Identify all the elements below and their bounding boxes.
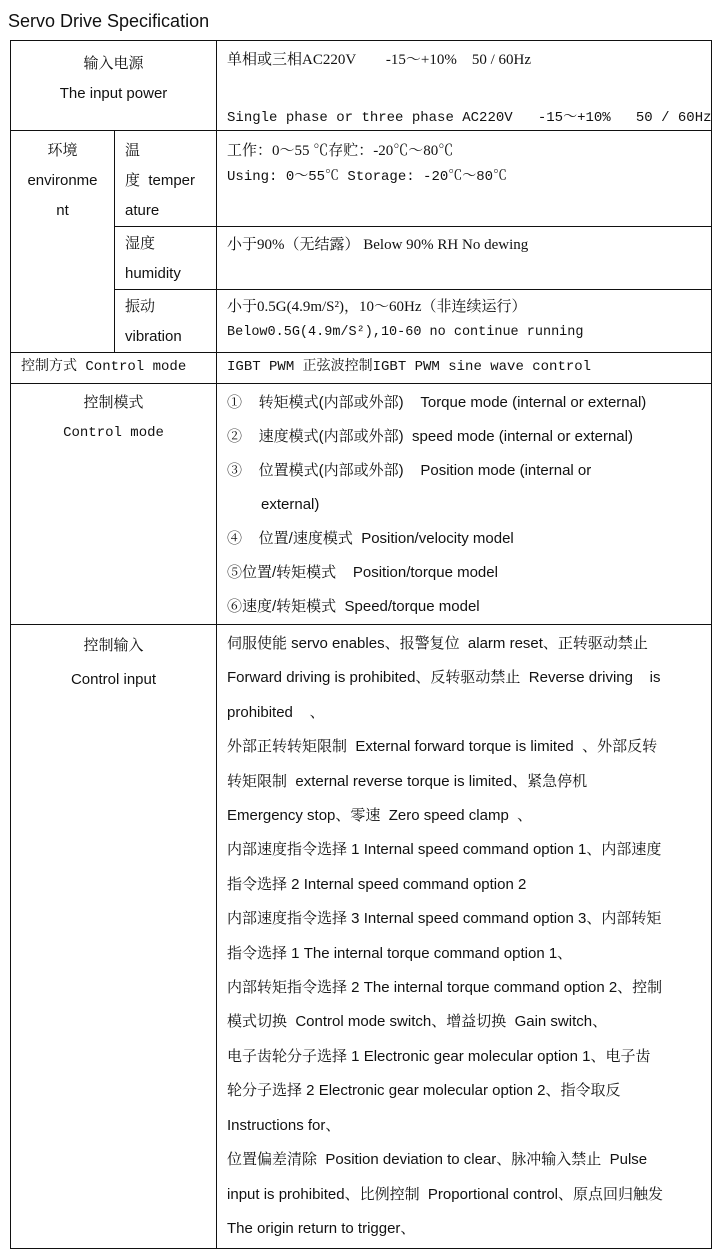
power-value-cell bbox=[217, 41, 712, 131]
environment-label-2: environme bbox=[27, 172, 98, 189]
control-input-line: 伺服使能 servo enables、报警复位 alarm reset、正转驱动禁止 bbox=[227, 635, 648, 652]
control-mode-label-cn: 控制模式 bbox=[83, 394, 144, 411]
power-label-cell bbox=[11, 41, 217, 131]
control-mode-item: ⑥速度/转矩模式 Speed/torque model bbox=[227, 598, 480, 615]
control-input-line: 内部速度指令选择 3 Internal speed command option 3、内部转矩 bbox=[227, 910, 662, 928]
temperature-value-cn: 工作：0～55 ℃存贮：-20℃～80℃ bbox=[227, 143, 454, 159]
humidity-value-cell bbox=[217, 227, 712, 290]
control-input-line: 电子齿轮分子选择 1 Electronic gear molecular option 1、电子齿 bbox=[227, 1047, 651, 1065]
control-input-label-cn: 控制输入 bbox=[83, 637, 144, 654]
control-mode-item: ④ 位置/速度模式 Position/velocity model bbox=[227, 530, 514, 547]
control-mode-item: ⑤位置/转矩模式 Position/torque model bbox=[227, 564, 498, 581]
vibration-label-1: 振动 bbox=[125, 298, 156, 315]
control-mode-label-en: Control mode bbox=[63, 425, 164, 441]
control-input-label-en: Control input bbox=[70, 671, 157, 688]
control-input-line: Instructions for、 bbox=[227, 1116, 341, 1134]
control-input-line: 内部转矩指令选择 2 The internal torque command option 2、控制 bbox=[227, 979, 663, 997]
control-mode-item: external) bbox=[261, 496, 320, 513]
row-control-mode bbox=[11, 384, 712, 625]
vibration-label-2: vibration bbox=[125, 328, 182, 345]
temperature-label-1: 温 bbox=[125, 142, 141, 159]
control-input-line: input is prohibited、比例控制 Proportional control、原点回归触发 bbox=[227, 1185, 663, 1203]
spec-table bbox=[10, 40, 712, 1249]
power-label-en: The input power bbox=[59, 85, 168, 102]
row-control-input bbox=[11, 625, 712, 1249]
vibration-value-cn: 小于0.5G(4.9m/S²)，10～60Hz（非连续运行） bbox=[227, 299, 527, 315]
control-method-value: IGBT PWM 正弦波控制IGBT PWM sine wave control bbox=[227, 359, 592, 375]
control-input-line: Forward driving is prohibited、反转驱动禁止 Reverse driving is bbox=[227, 669, 661, 687]
row-input-power bbox=[11, 41, 712, 131]
humidity-label-cell bbox=[115, 227, 217, 290]
control-input-line: 轮分子选择 2 Electronic gear molecular option 2、指令取反 bbox=[227, 1082, 621, 1100]
control-method-label-cell bbox=[11, 353, 217, 384]
control-mode-item: ② 速度模式(内部或外部) speed mode (internal or external) bbox=[227, 428, 633, 445]
temperature-label-cell bbox=[115, 131, 217, 227]
control-input-label-cell bbox=[11, 625, 217, 1249]
control-input-line: Emergency stop、零速 Zero speed clamp 、 bbox=[227, 807, 533, 825]
row-humidity bbox=[11, 227, 712, 290]
control-input-line: prohibited 、 bbox=[227, 703, 325, 721]
power-label-cn: 输入电源 bbox=[83, 55, 144, 72]
control-input-line: 指令选择 2 Internal speed command option 2 bbox=[227, 875, 527, 893]
page-title: Servo Drive Specification bbox=[8, 11, 210, 31]
environment-label-3: nt bbox=[56, 202, 69, 219]
control-mode-label-cell bbox=[11, 384, 217, 625]
control-input-value-cell bbox=[217, 625, 712, 1249]
humidity-label-1: 湿度 bbox=[125, 235, 156, 252]
control-input-line: The origin return to trigger、 bbox=[227, 1219, 416, 1237]
temperature-label-2: 度 temper bbox=[125, 172, 196, 189]
control-mode-value-cell bbox=[217, 384, 712, 625]
control-mode-item: ③ 位置模式(内部或外部) Position mode (internal or bbox=[227, 462, 592, 479]
control-input-line: 外部正转转矩限制 External forward torque is limited 、外部反转 bbox=[227, 738, 658, 756]
control-input-line: 转矩限制 external reverse torque is limited、紧急停机 bbox=[227, 772, 588, 790]
control-input-line: 指令选择 1 The internal torque command option 1、 bbox=[227, 944, 573, 962]
control-input-line: 内部速度指令选择 1 Internal speed command option 1、内部速度 bbox=[227, 841, 662, 859]
control-input-line: 位置偏差清除 Position deviation to clear、脉冲输入禁止 Pulse bbox=[227, 1151, 648, 1169]
temperature-value-cell bbox=[217, 131, 712, 227]
row-temperature bbox=[11, 131, 712, 227]
environment-label-cell bbox=[11, 131, 115, 353]
vibration-value-en: Below0.5G(4.9m/S²),10-60 no continue running bbox=[227, 325, 584, 340]
row-control-method bbox=[11, 353, 712, 384]
temperature-label-3: ature bbox=[125, 202, 160, 219]
row-vibration bbox=[11, 290, 712, 353]
control-input-line: 模式切换 Control mode switch、增益切换 Gain switch、 bbox=[227, 1013, 608, 1031]
humidity-value: 小于90%（无结露） Below 90% RH No dewing bbox=[227, 237, 529, 253]
temperature-value-en: Using: 0～55℃ Storage: -20℃～80℃ bbox=[227, 169, 508, 185]
vibration-label-cell bbox=[115, 290, 217, 353]
power-value-cn: 单相或三相AC220V -15～+10% 50 / 60Hz bbox=[227, 52, 532, 68]
control-mode-item: ① 转矩模式(内部或外部) Torque mode (internal or external) bbox=[227, 394, 647, 411]
power-value-en: Single phase or three phase AC220V -15～+10% 50 / 60Hz bbox=[227, 110, 712, 126]
environment-label-1: 环境 bbox=[47, 142, 78, 159]
humidity-label-2: humidity bbox=[125, 265, 181, 282]
vibration-value-cell bbox=[217, 290, 712, 353]
control-method-value-cell bbox=[217, 353, 712, 384]
control-method-label: 控制方式 Control mode bbox=[21, 359, 187, 375]
